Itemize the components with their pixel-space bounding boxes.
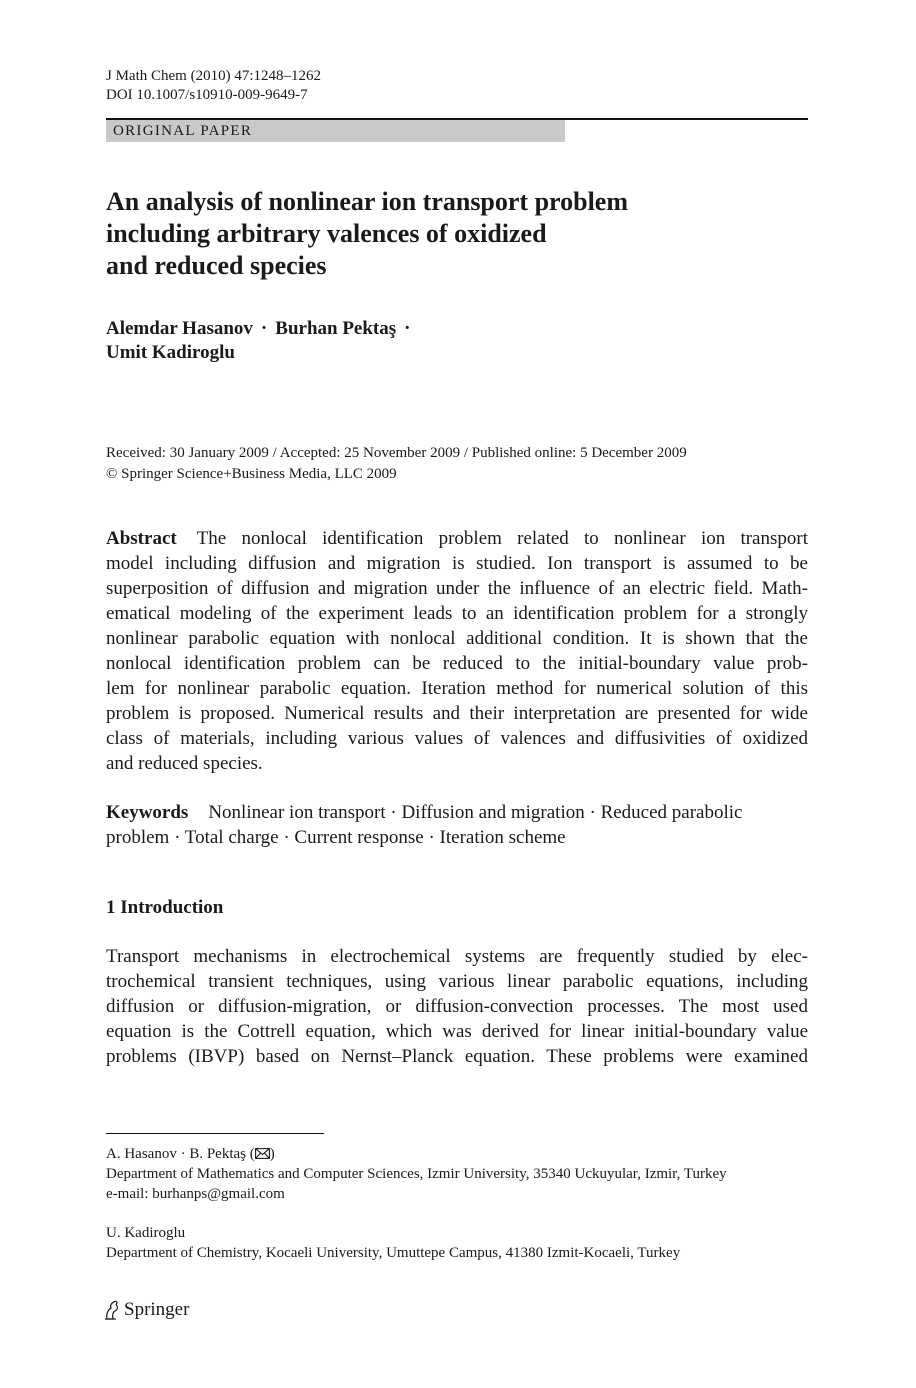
publisher-footer [104,1298,189,1322]
citation: J Math Chem (2010) 47:1248–1262 [106,68,321,84]
abstract-line: ematical modeling of the experiment leads to an identification problem for a strongly [106,603,808,624]
footnote-affiliation-1 [106,1144,808,1204]
springer-horse-icon [104,1300,120,1320]
author-separator: · [404,318,411,339]
abstract-line: class of materials, including various values of valences and diffusivities of oxidized [106,728,808,749]
title-line: An analysis of nonlinear ion transport problem [106,187,629,216]
footnote-names: A. Hasanov · B. Pektaş ( [106,1146,255,1162]
authors [106,317,419,365]
publisher-name: Springer [124,1299,190,1320]
section-label: ORIGINAL PAPER [113,123,253,139]
section-heading: 1 Introduction [106,897,224,918]
author-separator: · [260,318,268,339]
abstract-label: Abstract [106,528,177,549]
body-line: trochemical transient techniques, using various linear parabolic equations, including [106,971,808,992]
footnote-affiliation: Department of Mathematics and Computer Sciences, Izmir University, 35340 Uckuyular, Izmir, Turkey [106,1166,727,1182]
keywords-line: Nonlinear ion transport · Diffusion and migration · Reduced parabolic [208,802,743,823]
author-name: Umit Kadiroglu [106,342,235,363]
abstract-line: model including diffusion and migration is studied. Ion transport is assumed to be [106,553,808,574]
footnote-name: U. Kadiroglu [106,1225,186,1241]
journal-citation [106,67,321,105]
abstract-line: lem for nonlinear parabolic equation. Iteration method for numerical solution of this [106,678,808,699]
doi: DOI 10.1007/s10910-009-9649-7 [106,87,308,103]
footnote-rule [106,1133,324,1134]
paper-title [106,186,628,282]
keywords-line: problem · Total charge · Current response · Iteration scheme [106,827,566,848]
body-line: Transport mechanisms in electrochemical systems are frequently studied by elec- [106,946,808,967]
footnote-affiliation: Department of Chemistry, Kocaeli University, Umuttepe Campus, 41380 Izmit-Kocaeli, Turkey [106,1245,681,1261]
abstract [106,526,808,776]
introduction-text [106,944,808,1069]
copyright: © Springer Science+Business Media, LLC 2009 [106,466,397,482]
abstract-line: and reduced species. [106,753,263,774]
footnote-email: e-mail: burhanps@gmail.com [106,1186,285,1202]
abstract-line: The nonlocal identification problem related to nonlinear ion transport [196,528,808,549]
abstract-line: problem is proposed. Numerical results and their interpretation are presented for wide [106,703,808,724]
body-line: problems (IBVP) based on Nernst–Planck equation. These problems were examined [106,1046,808,1067]
footnote-names-end: ) [269,1146,275,1162]
envelope-icon [255,1148,270,1159]
author-name: Burhan Pektaş [275,318,397,339]
author-name: Alemdar Hasanov [106,318,253,339]
abstract-line: nonlocal identification problem can be reduced to the initial-boundary value prob- [106,653,808,674]
body-line: equation is the Cottrell equation, which was derived for linear initial-boundary value [106,1021,808,1042]
publication-history [106,443,687,485]
title-line: and reduced species [106,251,327,280]
keywords [106,800,808,850]
keywords-label: Keywords [106,802,189,823]
title-line: including arbitrary valences of oxidized [106,219,547,248]
body-line: diffusion or diffusion-migration, or diffusion-convection processes. The most used [106,996,808,1017]
abstract-line: superposition of diffusion and migration under the influence of an electric field. Math- [106,578,808,599]
footnote-affiliation-2 [106,1223,808,1263]
dates: Received: 30 January 2009 / Accepted: 25 November 2009 / Published online: 5 December 2009 [106,445,687,461]
abstract-line: nonlinear parabolic equation with nonlocal additional condition. It is shown that the [106,628,808,649]
